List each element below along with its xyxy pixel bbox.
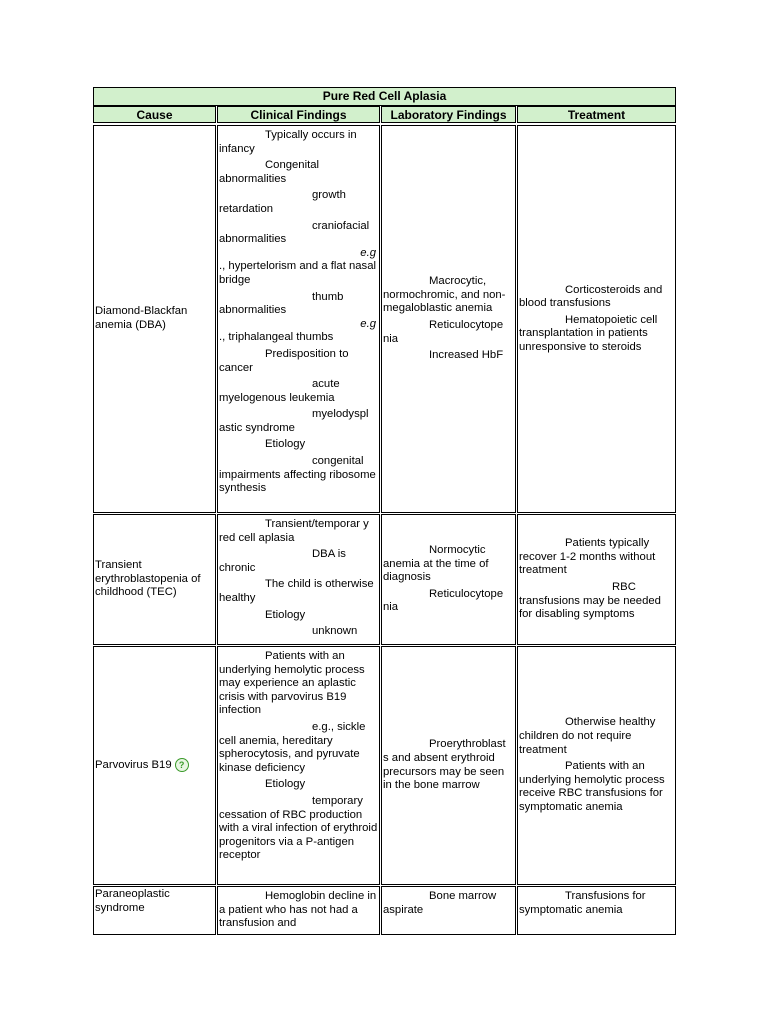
table-row-cause [93,646,216,885]
table-row-treatment [517,646,676,885]
header-cause: Cause [93,106,216,123]
table-row-cause [93,514,216,645]
cell-line: The child is otherwise healthy [219,578,374,604]
cell-line: Reticulocytope nia [383,319,504,345]
cell-line: e.g [360,246,376,259]
table-row-clinical [217,125,380,513]
cell-line: Congenital abnormalities [219,159,320,185]
table-row-lab [381,646,516,885]
cell-line: Patients with an underlying hemolytic process may experience an aplastic crisis with parvovirus B19 infection [219,650,365,717]
cell-line: ., triphalangeal thumbs [219,331,334,344]
table-row-cause [93,125,216,513]
cause-text: Transient erythroblastopenia of childhood (TEC) [95,559,201,599]
cell-line: thumb abnormalities [219,290,344,317]
cell-line: Typically occurs in infancy [219,129,357,155]
cell-line: Proerythroblast s and absent erythroid precursors may be seen in the bone marrow [383,738,506,792]
cell-line: congenital impairments affecting ribosome synthesis [219,455,376,495]
table-row-cause [93,886,216,935]
cell-line: Increased HbF [429,349,504,362]
cell-line: Hemoglobin decline in a patient who has not had a transfusion and [219,890,377,930]
header-clinical-findings: Clinical Findings [217,106,380,123]
cell-line: Predisposition to cancer [219,347,349,374]
table-row-lab [381,886,516,935]
cell-line: Etiology [265,438,306,451]
cell-line: Transient/temporar y red cell aplasia [219,518,369,544]
cell-line: Etiology [265,778,306,791]
header-treatment: Treatment [517,106,676,123]
table-row-lab [381,125,516,513]
cell-line: DBA is chronic [219,548,346,574]
cell-line: Patients with an underlying hemolytic process receive RBC transfusions for symptomatic anemia [519,760,665,813]
cell-line: Normocytic anemia at the time of diagnosis [383,544,489,584]
cell-line: ., hypertelorism and a flat nasal bridge [219,260,376,286]
cell-line: Patients typically recover 1-2 months without treatment [519,537,656,577]
cell-line: Otherwise healthy children do not require treatment [519,716,656,756]
cell-line: temporary cessation of RBC production with a viral infection of erythroid progenitors via a P-antigen receptor [219,794,378,862]
cell-line: Etiology [265,608,306,621]
cell-line: unknown [312,625,358,638]
cause-text: Diamond-Blackfan anemia (DBA) [95,305,188,331]
table-row-treatment [517,886,676,935]
cause-text: Parvovirus B19 [95,759,172,772]
table-row-treatment [517,514,676,645]
cell-line: myelodyspl astic syndrome [219,408,369,434]
cell-line: e.g., sickle cell anemia, hereditary spherocytosis, and pyruvate kinase deficiency [219,720,366,774]
cell-line: e.g [360,317,376,330]
table-row-clinical [217,514,380,645]
cell-line: Bone marrow aspirate [383,890,497,916]
cell-line: RBC transfusions may be needed for disabling symptoms [519,581,661,621]
help-icon[interactable]: ? [175,758,189,772]
cause-text: Paraneoplastic syndrome [95,888,170,914]
table-row-clinical [217,646,380,885]
cell-line: Corticosteroids and blood transfusions [519,283,663,310]
cell-line: Hematopoietic cell transplantation in patients unresponsive to steroids [519,313,658,353]
table-row-lab [381,514,516,645]
header-laboratory-findings: Laboratory Findings [381,106,516,123]
pure-red-cell-aplasia-table [93,87,676,935]
cell-line: acute myelogenous leukemia [219,378,340,404]
cell-line: Transfusions for symptomatic anemia [519,890,646,916]
cell-line: growth retardation [219,189,346,215]
cell-line: Reticulocytope nia [383,587,504,614]
cell-line: Macrocytic, normochromic, and non-megaloblastic anemia [383,275,506,315]
table-row-treatment [517,125,676,513]
table-title: Pure Red Cell Aplasia [93,87,676,106]
cell-line: craniofacial abnormalities [219,219,370,246]
table-row-clinical [217,886,380,935]
